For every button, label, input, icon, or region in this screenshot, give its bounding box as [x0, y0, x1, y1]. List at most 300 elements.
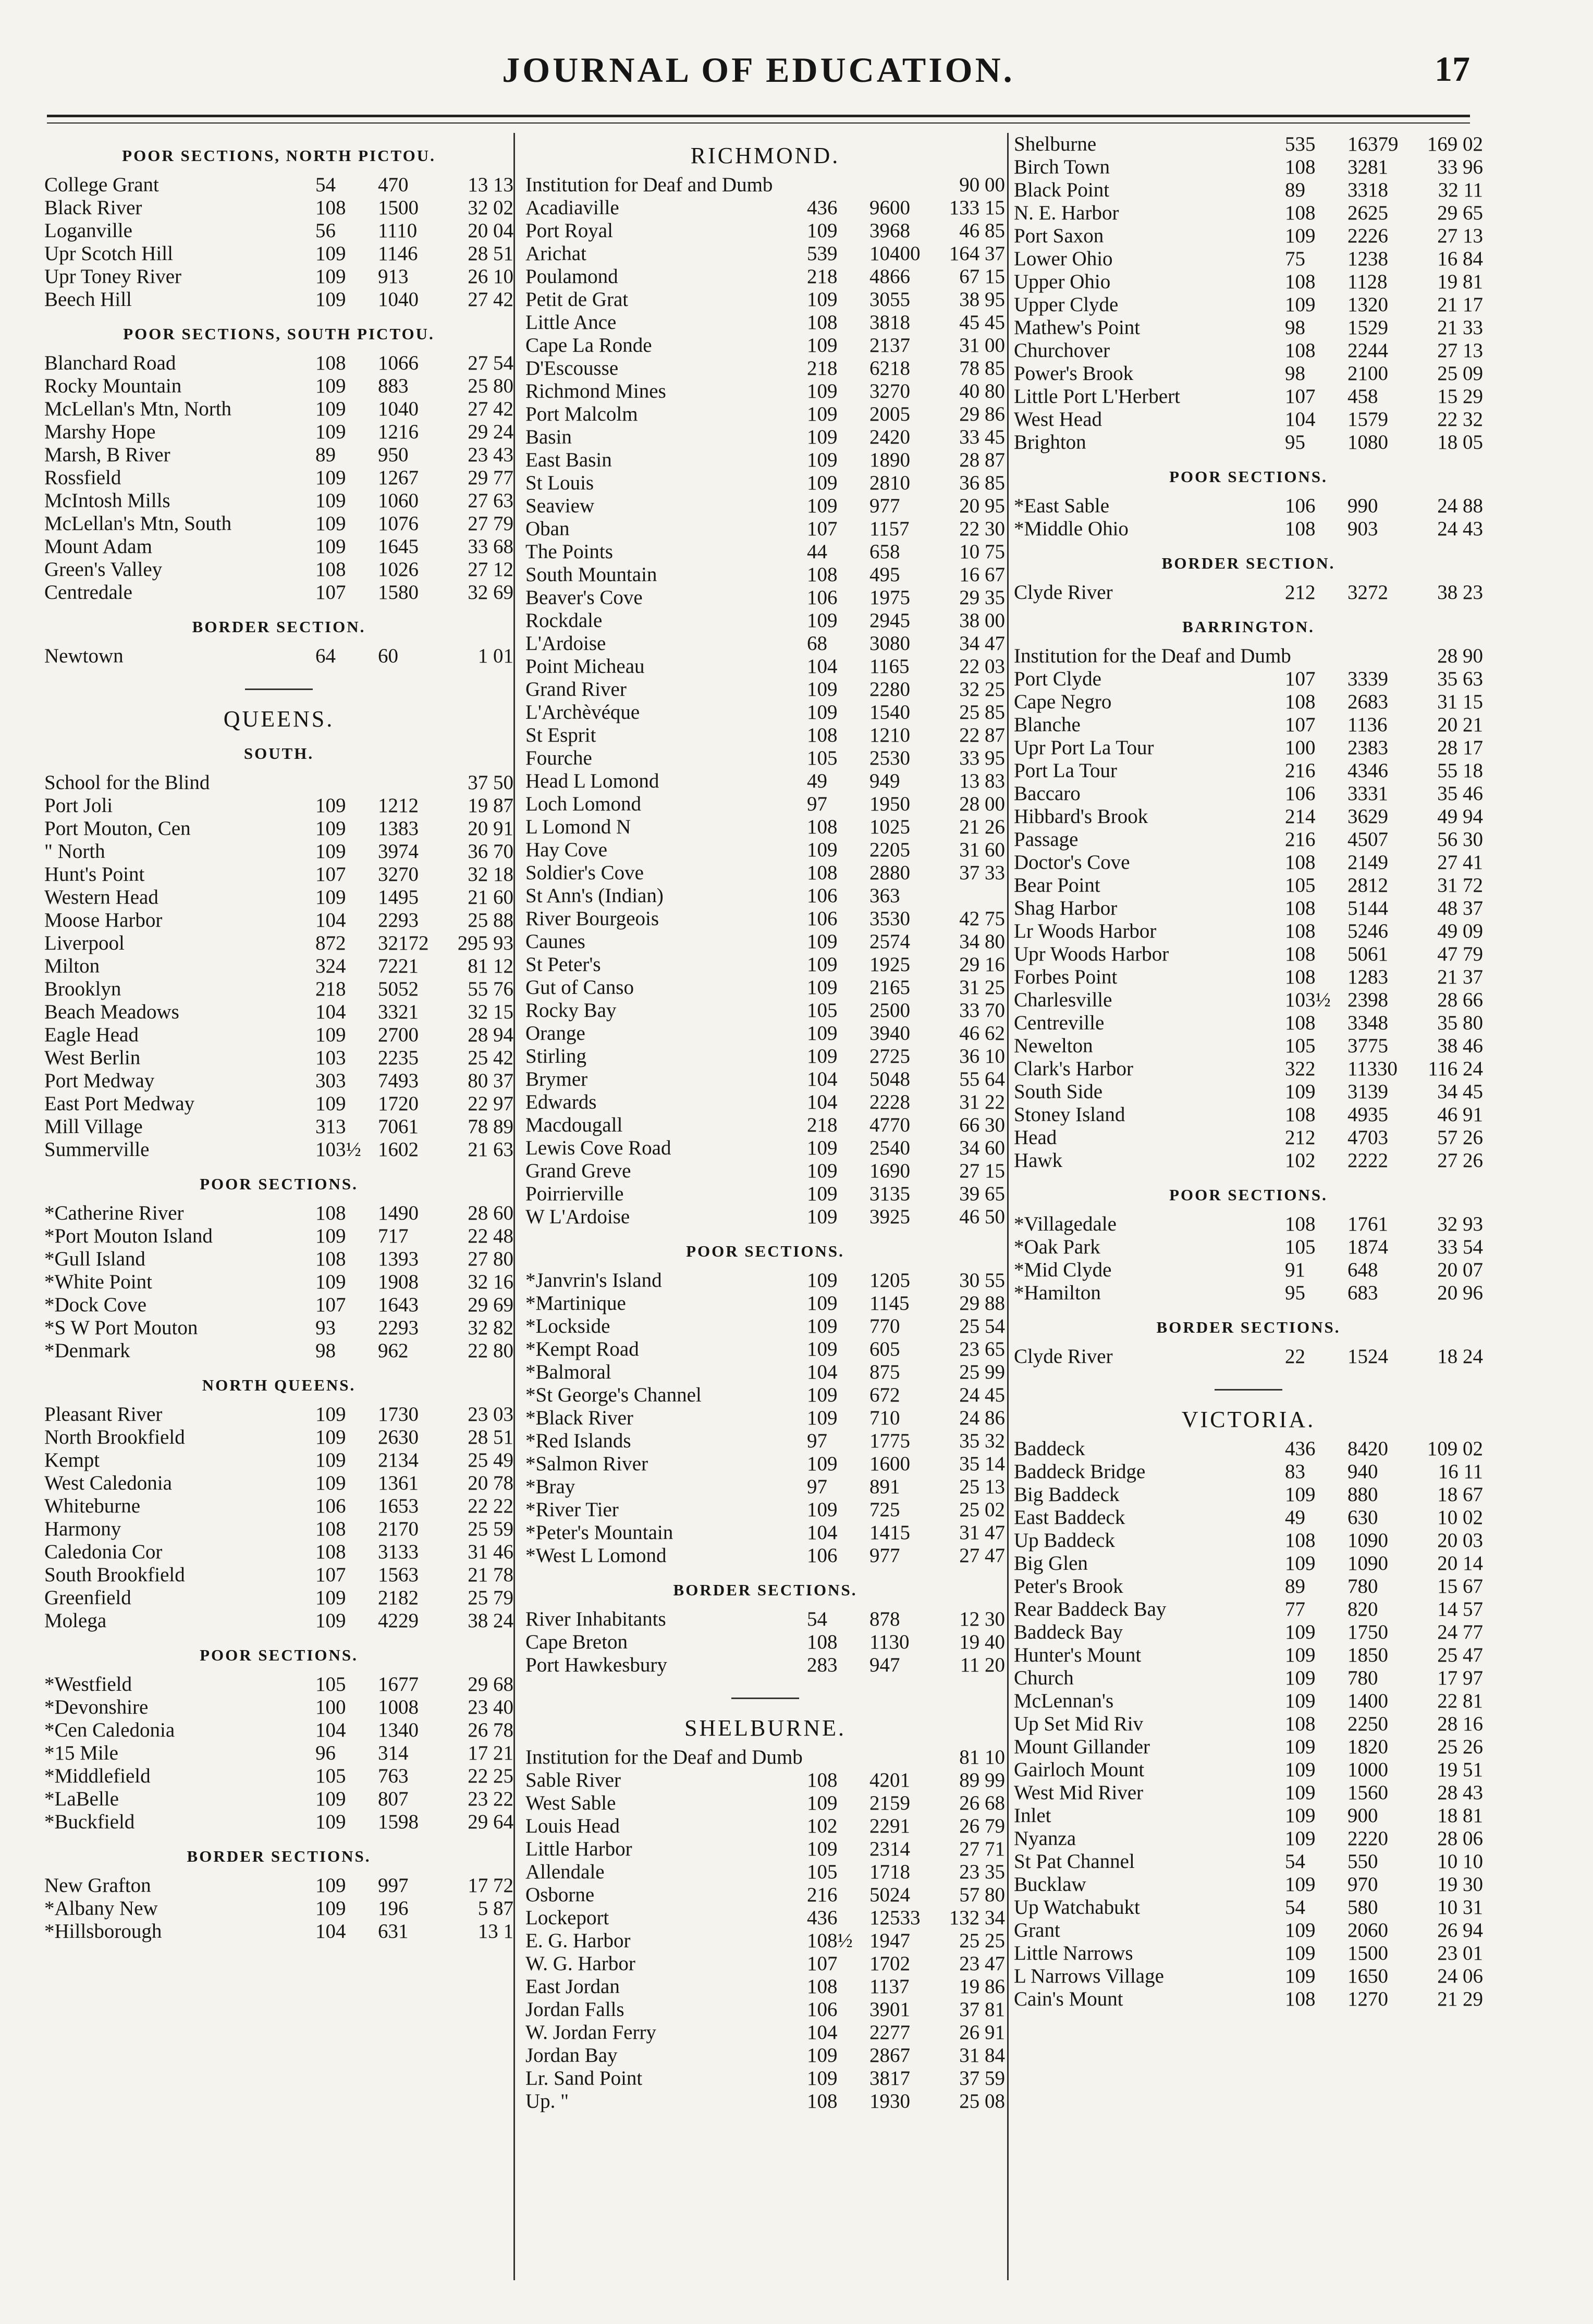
grant-amount: 22 87 [959, 724, 1005, 746]
school-name: *Dock Cove [44, 1294, 147, 1316]
days-taught: 56 [315, 219, 336, 242]
table-row [44, 489, 513, 512]
days-taught: 108 [807, 1769, 838, 1791]
grant-amount: 29 86 [959, 403, 1005, 425]
days-taught: 109 [1285, 1873, 1316, 1896]
column-3 [1014, 133, 1483, 2311]
school-name: Summerville [44, 1138, 150, 1161]
table-row [525, 1091, 1005, 1114]
table-row [1014, 668, 1483, 691]
days-taught: 109 [807, 472, 838, 494]
table-row [44, 1069, 513, 1092]
table-row [1014, 1058, 1483, 1080]
grant-amount: 23 65 [959, 1338, 1005, 1360]
grant-amount: 21 63 [468, 1138, 513, 1161]
days-taught: 108 [1285, 1529, 1316, 1552]
grant-amount: 20 91 [468, 817, 513, 840]
table-row [44, 978, 513, 1001]
table-row [44, 1564, 513, 1587]
table-row [44, 1472, 513, 1495]
school-name: Black River [44, 196, 142, 219]
school-name: Richmond Mines [525, 380, 666, 402]
school-name: Clyde River [1014, 581, 1113, 604]
school-name: Institution for Deaf and Dumb [525, 174, 773, 196]
school-name: Peter's Brook [1014, 1575, 1123, 1597]
attendance-total: 1128 [1347, 270, 1388, 293]
school-name: St Ann's (Indian) [525, 884, 664, 907]
attendance-total: 1579 [1347, 408, 1388, 431]
days-taught: 109 [807, 1292, 838, 1314]
school-name: Power's Brook [1014, 362, 1134, 385]
section [44, 1374, 513, 1632]
days-taught: 108 [315, 196, 346, 219]
table-row [1014, 1080, 1483, 1103]
days-taught: 54 [1285, 1896, 1305, 1919]
grant-amount: 38 95 [959, 288, 1005, 311]
days-taught: 103½ [1285, 989, 1331, 1011]
days-taught: 97 [807, 1430, 827, 1452]
table-row [525, 288, 1005, 311]
journal-title: JOURNAL OF EDUCATION. [502, 50, 1015, 90]
attendance-total: 3133 [378, 1541, 419, 1563]
school-name: Head L Lomond [525, 770, 659, 792]
table-row [525, 1183, 1005, 1206]
table-row [44, 1765, 513, 1788]
grant-amount: 49 09 [1437, 920, 1483, 942]
attendance-total: 2222 [1347, 1149, 1388, 1172]
days-taught: 109 [315, 1403, 346, 1425]
attendance-total: 2228 [869, 1091, 910, 1113]
grant-amount: 29 69 [468, 1294, 513, 1316]
section-heading: BORDER SECTIONS. [673, 1581, 857, 1599]
table-row [44, 512, 513, 535]
days-taught: 109 [807, 1338, 838, 1360]
table-row [525, 1338, 1005, 1361]
table-row [525, 426, 1005, 449]
attendance-total: 3321 [378, 1001, 419, 1023]
school-name: Passage [1014, 828, 1079, 851]
table-row [1014, 1965, 1483, 1988]
grant-amount: 29 64 [468, 1811, 513, 1833]
attendance-total [378, 771, 456, 794]
days-taught: 109 [315, 1811, 346, 1833]
grant-amount: 31 84 [959, 2044, 1005, 2067]
days-taught: 98 [1285, 316, 1305, 339]
days-taught: 109 [315, 794, 346, 817]
days-taught: 109 [807, 1269, 838, 1292]
grant-amount: 31 25 [959, 976, 1005, 999]
table-row [44, 581, 513, 604]
section [525, 1579, 1005, 1699]
school-name: *Catherine River [44, 1202, 184, 1224]
days-taught: 313 [315, 1115, 346, 1138]
attendance-total: 1720 [378, 1092, 419, 1115]
table-row [525, 1407, 1005, 1430]
attendance-total: 605 [869, 1338, 900, 1360]
table-row [525, 563, 1005, 586]
days-taught: 100 [1285, 736, 1316, 759]
grant-amount: 78 85 [959, 357, 1005, 379]
days-taught: 109 [1285, 1483, 1316, 1506]
school-name: Rocky Bay [525, 999, 617, 1022]
attendance-total: 2182 [378, 1587, 419, 1609]
attendance-total: 2574 [869, 930, 910, 953]
attendance-total: 710 [869, 1407, 900, 1429]
table-row [1014, 1213, 1483, 1236]
days-taught: 106 [807, 884, 838, 907]
grant-amount: 25 79 [468, 1587, 513, 1609]
days-taught: 109 [807, 701, 838, 723]
table-row [525, 953, 1005, 976]
school-name: W L'Ardoise [525, 1206, 630, 1228]
grant-amount: 32 15 [468, 1001, 513, 1023]
grant-amount: 42 75 [959, 907, 1005, 930]
section [525, 144, 1005, 1228]
days-taught: 212 [1285, 581, 1316, 604]
attendance-total: 4703 [1347, 1126, 1388, 1149]
school-name: Mathew's Point [1014, 316, 1141, 339]
attendance-total: 5048 [869, 1068, 910, 1090]
table-row [44, 444, 513, 466]
table-row [44, 1920, 513, 1943]
table-row [1014, 1345, 1483, 1368]
school-name: River Inhabitants [525, 1608, 666, 1630]
grant-amount: 27 41 [1437, 851, 1483, 874]
attendance-total: 1008 [378, 1696, 419, 1718]
school-name: Jordan Falls [525, 1998, 624, 2021]
days-taught: 109 [1285, 1781, 1316, 1804]
attendance-total: 10400 [869, 242, 921, 265]
table-row [1014, 1759, 1483, 1781]
table-row [1014, 1149, 1483, 1172]
school-name: Mount Gillander [1014, 1736, 1150, 1758]
attendance-total: 3925 [869, 1206, 910, 1228]
table-row [44, 1047, 513, 1069]
grant-amount: 39 65 [959, 1183, 1005, 1205]
table-row [44, 288, 513, 311]
attendance-total: 1598 [378, 1811, 419, 1833]
table-row [44, 1696, 513, 1719]
grant-amount: 27 71 [959, 1838, 1005, 1860]
days-taught: 108 [1285, 1988, 1316, 2010]
grant-amount: 27 79 [468, 512, 513, 535]
attendance-total: 2137 [869, 334, 910, 356]
grant-amount: 20 14 [1437, 1552, 1483, 1575]
days-taught: 109 [315, 886, 346, 908]
grant-amount: 19 30 [1437, 1873, 1483, 1896]
days-taught: 89 [315, 444, 336, 466]
attendance-total: 3135 [869, 1183, 910, 1205]
grant-amount: 116 24 [1428, 1058, 1483, 1080]
school-name: Newtown [44, 645, 124, 667]
attendance-total: 196 [378, 1897, 409, 1920]
school-name: Macdougall [525, 1114, 623, 1136]
days-taught: 104 [315, 1001, 346, 1023]
days-taught: 108 [807, 1975, 838, 1998]
section [44, 616, 513, 690]
days-taught: 49 [807, 770, 827, 792]
table-row [1014, 293, 1483, 316]
days-taught: 108 [1285, 1213, 1316, 1235]
days-taught: 106 [1285, 495, 1316, 517]
days-taught: 54 [807, 1608, 827, 1630]
table-row [1014, 385, 1483, 408]
days-taught [315, 771, 378, 794]
days-taught: 109 [807, 930, 838, 953]
attendance-total: 1490 [378, 1202, 419, 1224]
school-name: Cape Negro [1014, 691, 1112, 713]
days-taught: 109 [807, 288, 838, 311]
school-name: Shelburne [1014, 133, 1097, 155]
school-name: St Louis [525, 472, 594, 494]
grant-amount: 38 00 [959, 609, 1005, 632]
school-name: Centredale [44, 581, 132, 604]
days-taught: 109 [315, 535, 346, 558]
table-row [1014, 874, 1483, 897]
days-taught: 89 [1285, 179, 1305, 201]
grant-amount: 25 26 [1437, 1736, 1483, 1758]
days-taught: 108 [315, 1541, 346, 1563]
section [44, 323, 513, 604]
grant-amount: 27 13 [1437, 225, 1483, 247]
school-name: McLellan's Mtn, South [44, 512, 232, 535]
attendance-total: 1076 [378, 512, 419, 535]
school-name: The Points [525, 540, 613, 563]
attendance-total: 2867 [869, 2044, 910, 2067]
grant-amount: 25 02 [959, 1498, 1005, 1521]
attendance-total: 4935 [1347, 1103, 1388, 1126]
grant-amount: 33 68 [468, 535, 513, 558]
days-taught: 109 [1285, 1621, 1316, 1643]
attendance-total: 962 [378, 1339, 409, 1362]
table-row [525, 632, 1005, 655]
attendance-total: 1643 [378, 1294, 419, 1316]
days-taught: 109 [807, 1792, 838, 1814]
table-row [525, 1998, 1005, 2021]
grant-amount: 16 84 [1437, 248, 1483, 270]
days-taught: 108 [1285, 202, 1316, 224]
attendance-total: 1653 [378, 1495, 419, 1517]
school-name: *Red Islands [525, 1430, 631, 1452]
table-row [44, 955, 513, 978]
attendance-total: 1563 [378, 1564, 419, 1586]
days-taught: 109 [807, 1160, 838, 1182]
table-row [525, 2044, 1005, 2067]
grant-amount: 19 40 [959, 1631, 1005, 1653]
table-row [525, 839, 1005, 862]
days-taught: 100 [315, 1696, 346, 1718]
attendance-total: 672 [869, 1384, 900, 1406]
grant-amount: 25 25 [959, 1929, 1005, 1952]
school-name: Inlet [1014, 1804, 1051, 1827]
school-name: Baddeck Bay [1014, 1621, 1123, 1643]
school-name: Port Clyde [1014, 668, 1101, 690]
grant-amount: 27 54 [468, 352, 513, 374]
table-row [1014, 1012, 1483, 1035]
table-row [525, 403, 1005, 426]
attendance-total: 3270 [869, 380, 910, 402]
table-row [1014, 1552, 1483, 1575]
table-row [44, 1609, 513, 1632]
school-name: Osborne [525, 1884, 595, 1906]
school-name: Stirling [525, 1045, 587, 1067]
attendance-total: 1580 [378, 581, 419, 604]
attendance-total: 2945 [869, 609, 910, 632]
days-taught: 98 [1285, 362, 1305, 385]
days-taught: 105 [1285, 1236, 1316, 1258]
attendance-total: 1602 [378, 1138, 419, 1161]
grant-amount: 27 15 [959, 1160, 1005, 1182]
school-name: Brooklyn [44, 978, 121, 1000]
school-name: Lockeport [525, 1907, 609, 1929]
school-name: Forbes Point [1014, 966, 1118, 988]
grant-amount: 38 23 [1437, 581, 1483, 604]
days-taught: 109 [807, 403, 838, 425]
days-taught: 108 [315, 352, 346, 374]
grant-amount: 26 94 [1437, 1919, 1483, 1941]
grant-amount: 10 10 [1437, 1850, 1483, 1873]
attendance-total: 3270 [378, 863, 419, 886]
attendance-total: 2725 [869, 1045, 910, 1067]
days-taught: 283 [807, 1654, 838, 1676]
table-row [525, 219, 1005, 242]
school-name: Rocky Mountain [44, 375, 182, 397]
attendance-total: 3281 [1347, 156, 1388, 178]
days-taught: 109 [1285, 1736, 1316, 1758]
grant-amount: 35 63 [1437, 668, 1483, 690]
grant-amount: 55 64 [959, 1068, 1005, 1090]
school-name: Up Baddeck [1014, 1529, 1115, 1552]
attendance-total: 314 [378, 1742, 409, 1764]
days-taught: 109 [1285, 1552, 1316, 1575]
grant-amount: 17 97 [1437, 1667, 1483, 1689]
table-row [525, 1544, 1005, 1567]
attendance-total: 1950 [869, 793, 910, 815]
school-name: Green's Valley [44, 558, 163, 581]
table-row [44, 1449, 513, 1472]
days-taught: 109 [315, 1874, 346, 1897]
days-taught: 109 [1285, 1965, 1316, 1987]
days-taught: 104 [807, 1521, 838, 1544]
section-heading: POOR SECTIONS. [200, 1646, 358, 1664]
school-name: L'Archèvéque [525, 701, 640, 723]
attendance-total: 3139 [1347, 1080, 1388, 1103]
table-row [44, 1897, 513, 1920]
table-row [1014, 1483, 1483, 1506]
grant-amount: 22 32 [1437, 408, 1483, 431]
table-row [525, 242, 1005, 265]
table-row [525, 999, 1005, 1022]
school-name: Upr Port La Tour [1014, 736, 1154, 759]
table-row [1014, 1896, 1483, 1919]
days-taught: 98 [315, 1339, 336, 1362]
school-name: Moose Harbor [44, 909, 163, 931]
grant-amount: 57 26 [1437, 1126, 1483, 1149]
school-name: Caunes [525, 930, 585, 953]
table-row [44, 1719, 513, 1742]
table-row [1014, 1621, 1483, 1644]
attendance-total: 2280 [869, 678, 910, 700]
table-row [44, 645, 513, 668]
days-taught: 75 [1285, 248, 1305, 270]
attendance-total: 2420 [869, 426, 910, 448]
school-name: Arichat [525, 242, 586, 265]
school-name: *Lockside [525, 1315, 610, 1337]
grant-amount: 18 67 [1437, 1483, 1483, 1506]
days-taught: 108 [1285, 270, 1316, 293]
grant-amount: 35 80 [1437, 1012, 1483, 1034]
grant-amount: 32 82 [468, 1317, 513, 1339]
attendance-total: 1908 [378, 1271, 419, 1293]
attendance-total: 1930 [869, 2090, 910, 2112]
attendance-total: 7061 [378, 1115, 419, 1138]
days-taught: 109 [315, 1024, 346, 1046]
section [1014, 1184, 1483, 1305]
school-name: *Port Mouton Island [44, 1225, 213, 1247]
grant-amount: 21 33 [1437, 316, 1483, 339]
attendance-total: 2880 [869, 862, 910, 884]
attendance-total: 1110 [378, 219, 418, 242]
grant-amount: 25 80 [468, 375, 513, 397]
school-name: *Hamilton [1014, 1282, 1101, 1304]
school-name: Beech Hill [44, 288, 132, 311]
school-name: Upr Woods Harbor [1014, 943, 1169, 965]
section-heading: VICTORIA. [1181, 1407, 1316, 1432]
grant-amount: 25 09 [1437, 362, 1483, 385]
grant-amount: 28 06 [1437, 1827, 1483, 1850]
school-name: W. Jordan Ferry [525, 2021, 656, 2044]
section-heading: SOUTH. [243, 744, 314, 763]
attendance-total: 631 [378, 1920, 409, 1942]
school-name: Allendale [525, 1861, 605, 1883]
days-taught: 108 [807, 724, 838, 746]
section [44, 1644, 513, 1834]
table-row [525, 174, 1005, 196]
table-row [525, 1453, 1005, 1475]
school-name: Marsh, B River [44, 444, 170, 466]
attendance-total: 2383 [1347, 736, 1388, 759]
grant-amount: 46 85 [959, 219, 1005, 242]
days-taught: 109 [315, 817, 346, 840]
school-name: North Brookfield [44, 1426, 185, 1448]
grant-amount: 47 79 [1437, 943, 1483, 965]
table-row [1014, 645, 1483, 668]
days-taught: 109 [807, 426, 838, 448]
school-name: *Hillsborough [44, 1920, 162, 1942]
attendance-total: 1650 [1347, 1965, 1388, 1987]
grant-amount: 28 87 [959, 449, 1005, 471]
grant-amount: 24 43 [1437, 518, 1483, 540]
grant-amount: 25 42 [468, 1047, 513, 1069]
days-taught: 107 [1285, 714, 1316, 736]
grant-amount: 25 54 [959, 1315, 1005, 1337]
days-taught: 108½ [807, 1929, 853, 1952]
days-taught: 109 [807, 2044, 838, 2067]
table-row [525, 1952, 1005, 1975]
grant-amount: 31 22 [959, 1091, 1005, 1113]
table-row [44, 352, 513, 375]
grant-amount: 109 02 [1427, 1437, 1483, 1460]
table-row [525, 380, 1005, 403]
attendance-total: 11330 [1347, 1058, 1398, 1080]
grant-amount: 28 43 [1437, 1781, 1483, 1804]
days-taught: 108 [807, 816, 838, 838]
days-taught: 109 [807, 334, 838, 356]
attendance-total: 1775 [869, 1430, 910, 1452]
table-row [525, 196, 1005, 219]
school-name: East Basin [525, 449, 612, 471]
school-name: *Buckfield [44, 1811, 135, 1833]
